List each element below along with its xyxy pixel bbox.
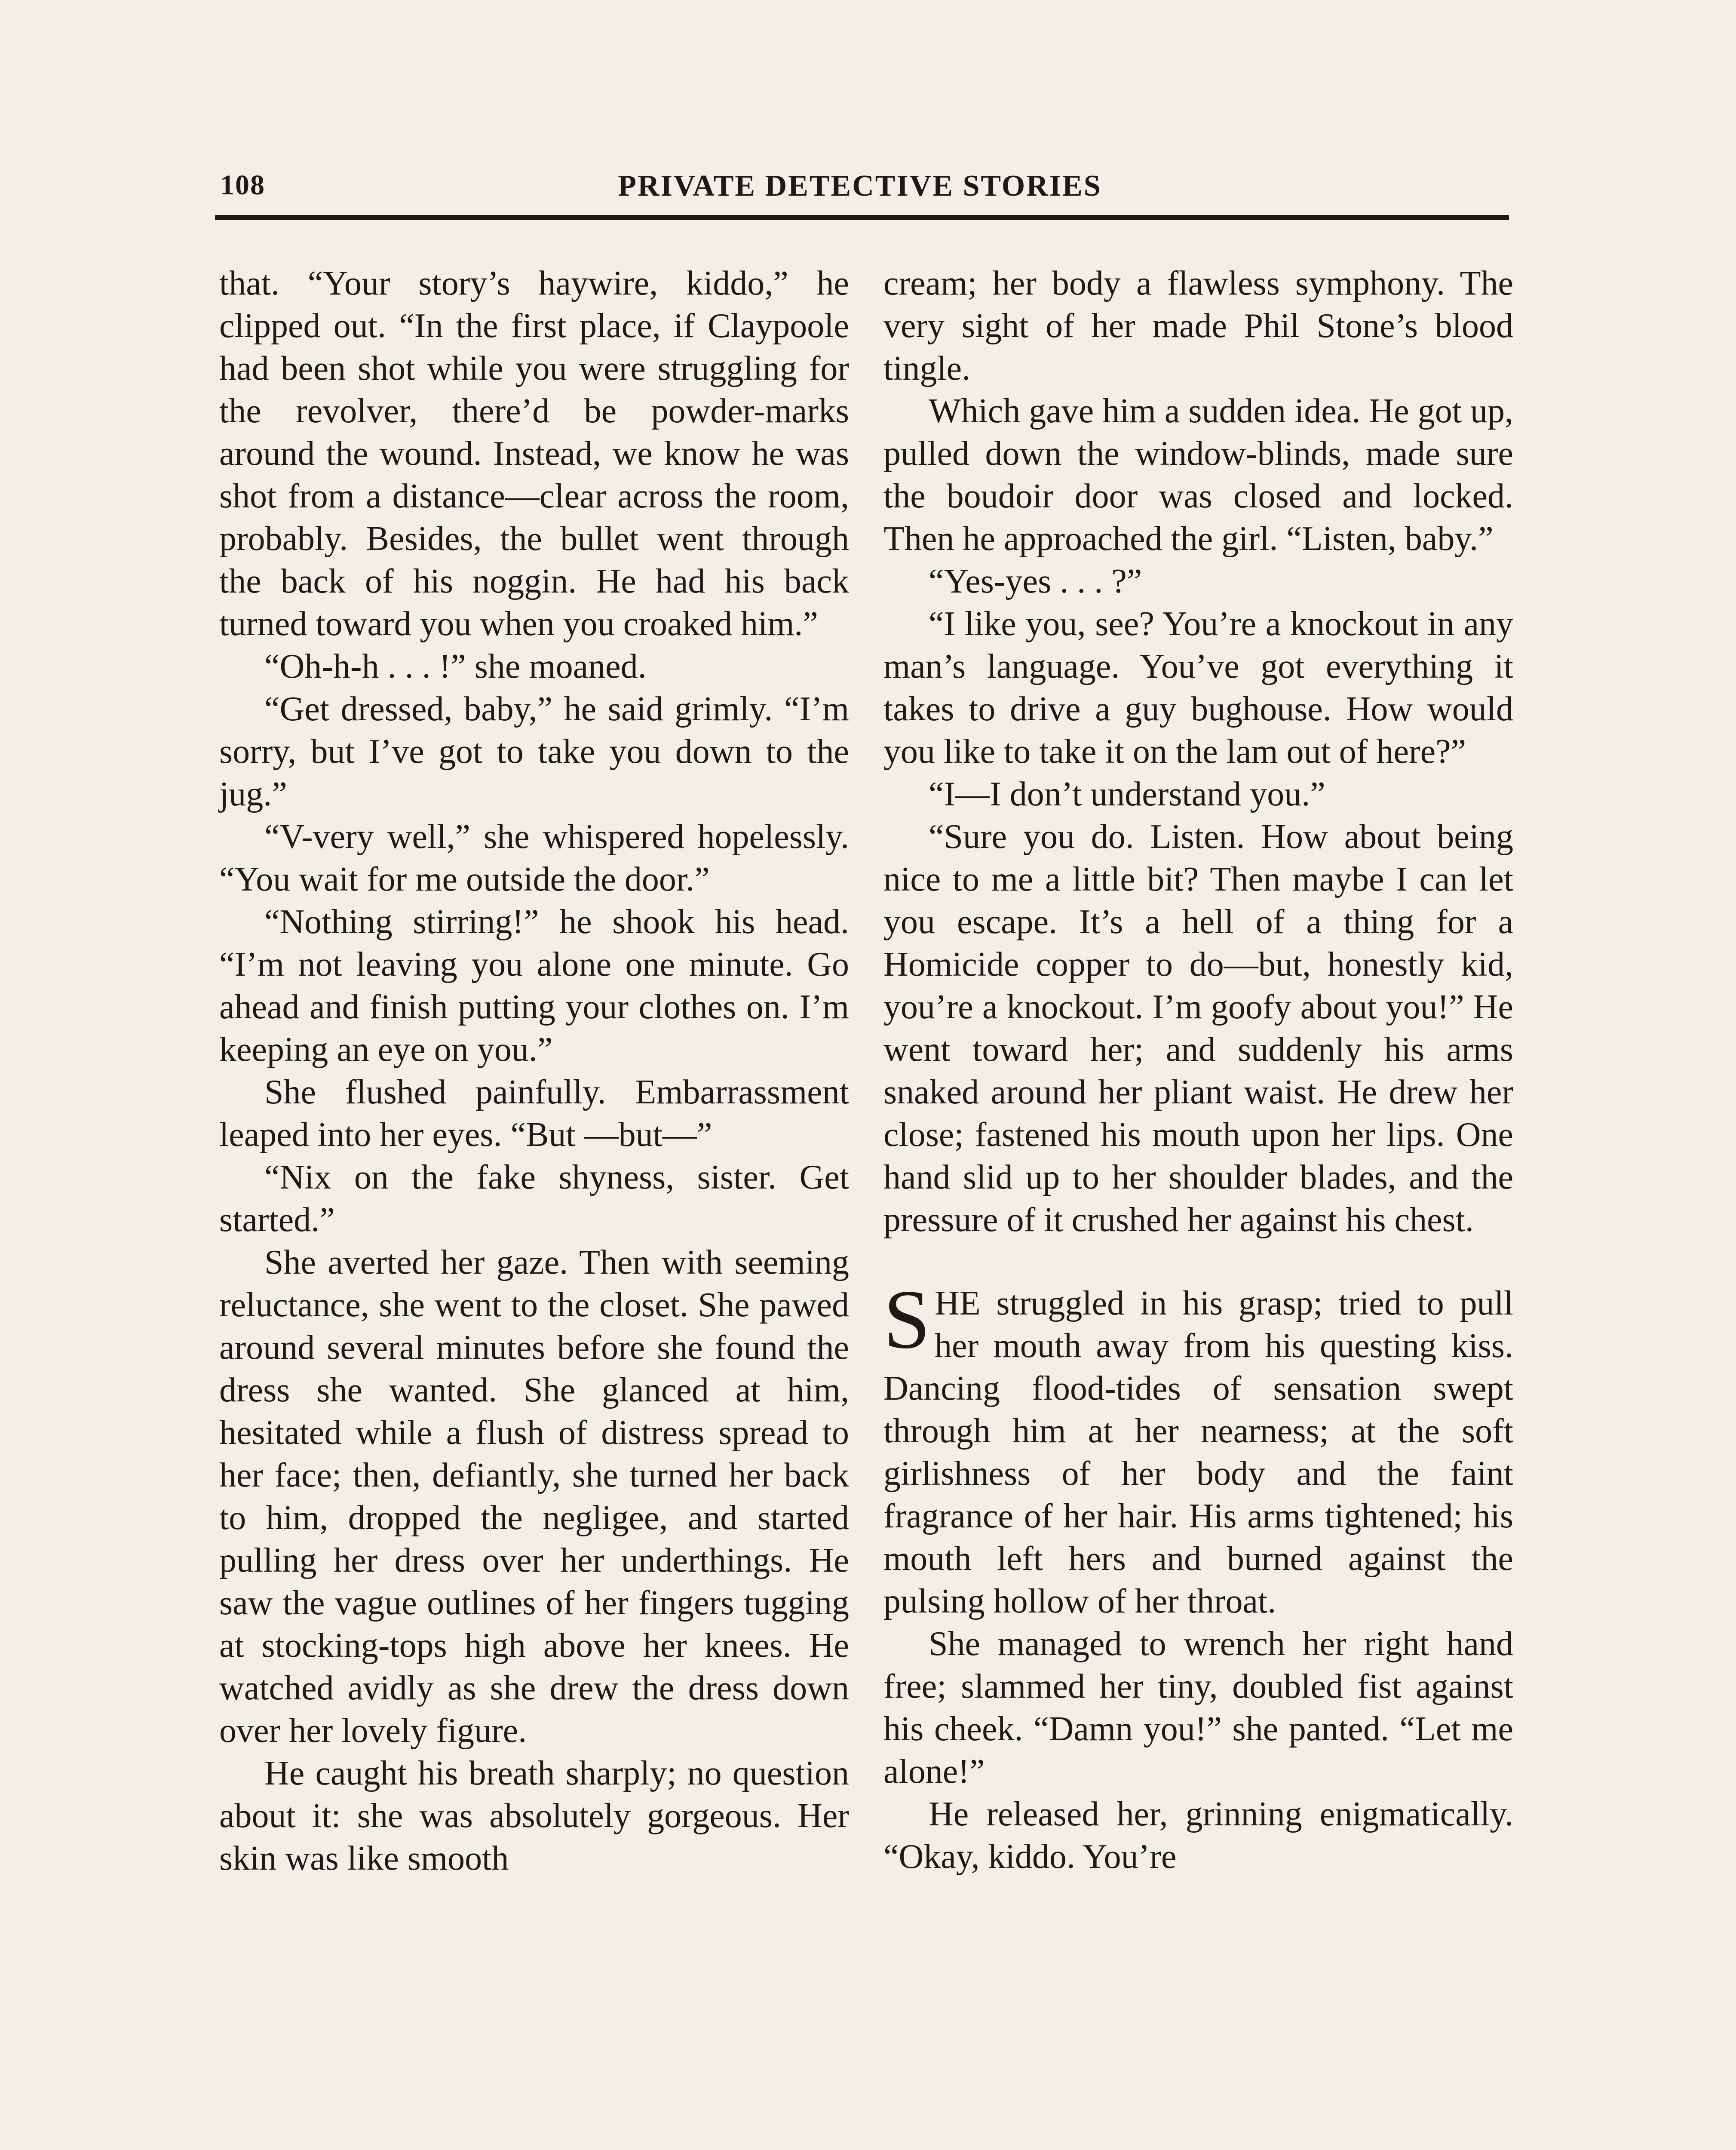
- paragraph: cream; her body a flawless symphony. The very sight of her made Phil Stone’s blood tingle.: [883, 264, 1513, 387]
- paragraph: “Get dressed, baby,” he said grimly. “I’m sorry, but I’ve got to take you down to the jug.”: [219, 690, 849, 813]
- paragraph: He caught his breath sharply; no question about it: she was absolutely gorgeous. Her skin was like smooth: [219, 1754, 849, 1877]
- paragraph: She flushed painfully. Embarrassment leaped into her eyes. “But —but—”: [219, 1073, 849, 1154]
- paragraph: “Sure you do. Listen. How about being nice to me a little bit? Then maybe I can let you escape. It’s a hell of a thing for a Homicide copper to do—but, honestly kid, you’re a knockout. I’m goofy about you!” He went toward her; and suddenly his arms snaked around her pliant waist. He drew her close; fastened his mouth upon her lips. One hand slid up to her shoulder blades, and the pressure of it crushed her against his chest.: [883, 818, 1513, 1239]
- paragraph: “Nothing stirring!” he shook his head. “I’m not leaving you alone one minute. Go ahead and finish putting your clothes on. I’m keeping an eye on you.”: [219, 903, 849, 1069]
- header-rule: [215, 215, 1509, 220]
- paragraph: “V-very well,” she whispered hopelessly. “You wait for me outside the door.”: [219, 818, 849, 898]
- left-column: [219, 262, 849, 1880]
- paragraph: “Oh-h-h . . . !” she moaned.: [264, 648, 647, 685]
- paragraph: “Nix on the fake shyness, sister. Get started.”: [219, 1158, 849, 1239]
- dropcap-paragraph: [883, 1273, 1513, 1623]
- page-header: [215, 166, 1505, 213]
- paragraph: that. “Your story’s haywire, kiddo,” he clipped out. “In the first place, if Claypoole had been shot while you were struggling for the revolver, there’d be powder-marks around the wound. Instead, we know he was shot from a distance—clear across the room, probably. Besides, the bullet went through the back of his noggin. He had his back turned toward you when you croaked him.”: [219, 264, 849, 643]
- section-break: [883, 1241, 1513, 1282]
- dropcap-paragraph-text: HE struggled in his grasp; tried to pull her mouth away from his questing kiss. Dancing flood-tides of sensation swept through him at her nearness; at the soft girlishness of her body and the faint fragrance of her hair. His arms tightened; his mouth left hers and burned against the pulsing hollow of her throat.: [883, 1284, 1513, 1620]
- paragraph: He released her, grinning enigmatically. “Okay, kiddo. You’re: [883, 1795, 1513, 1876]
- drop-cap: S: [883, 1273, 931, 1366]
- right-column: [883, 262, 1513, 1878]
- paragraph: “I like you, see? You’re a knockout in any man’s language. You’ve got everything it takes to drive a guy bughouse. How would you like to take it on the lam out of here?”: [883, 605, 1513, 771]
- paragraph: “I—I don’t understand you.”: [929, 775, 1325, 813]
- page-number: 108: [220, 169, 265, 201]
- paragraph: She averted her gaze. Then with seeming reluctance, she went to the closet. She pawed around several minutes before she found the dress she wanted. She glanced at him, hesitated while a flush of distress spread to her face; then, defiantly, she turned her back to him, dropped the negligee, and started pulling her dress over her underthings. He saw the vague outlines of her fingers tugging at stocking-tops high above her knees. He watched avidly as she drew the dress down over her lovely figure.: [219, 1244, 849, 1750]
- paragraph: “Yes-yes . . . ?”: [929, 562, 1142, 600]
- running-head: PRIVATE DETECTIVE STORIES: [618, 169, 1102, 203]
- paragraph: She managed to wrench her right hand free; slammed her tiny, doubled fist against his cheek. “Damn you!” she panted. “Let me alone!”: [883, 1625, 1513, 1791]
- paragraph: Which gave him a sudden idea. He got up, pulled down the window-blinds, made sure the boudoir door was closed and locked. Then he approached the girl. “Listen, baby.”: [883, 392, 1513, 558]
